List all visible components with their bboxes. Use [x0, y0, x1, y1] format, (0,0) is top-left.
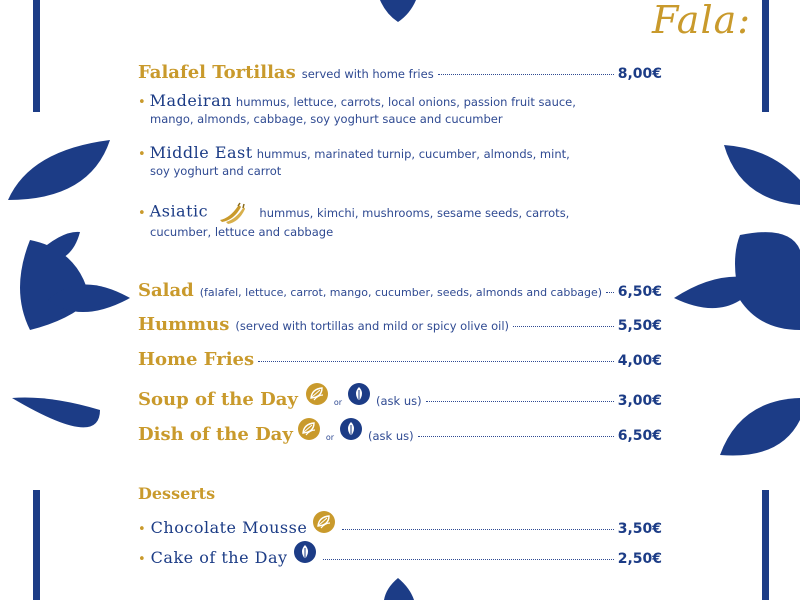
menu-row-falafel-tortillas — [138, 62, 662, 83]
bullet-icon: • — [138, 95, 146, 110]
desserts-heading: Desserts — [138, 484, 216, 503]
menu-row-soup-of-the-day — [138, 383, 662, 410]
item-name: Soup of the Day — [138, 389, 298, 410]
tortilla-option-asiatic — [138, 202, 628, 240]
option-description-line2: cucumber, lettuce and cabbage — [150, 225, 334, 239]
item-name: Hummus — [138, 314, 230, 335]
dot-leader — [513, 326, 614, 327]
vegan-badge-icon — [340, 418, 362, 440]
option-name: Asiatic — [149, 201, 209, 221]
item-price: 6,50€ — [617, 428, 662, 444]
dot-leader — [606, 292, 614, 293]
item-price: 6,50€ — [617, 284, 662, 300]
item-description: (falafel, lettuce, carrot, mango, cucumber, seeds, almonds and cabbage) — [199, 286, 603, 299]
vegetarian-badge-icon — [298, 418, 320, 440]
bullet-icon: • — [138, 522, 146, 537]
vegetarian-badge-icon — [306, 383, 328, 405]
option-description-line2: mango, almonds, cabbage, soy yoghurt sauce and cucumber — [150, 112, 503, 126]
dot-leader — [323, 559, 614, 560]
option-description-line1: hummus, kimchi, mushrooms, sesame seeds, carrots, — [259, 205, 570, 220]
item-price: 4,00€ — [617, 353, 662, 369]
bullet-icon: • — [138, 147, 146, 162]
brand-logo-text: Fala: — [652, 0, 752, 42]
ask-us-note: (ask us) — [376, 394, 422, 408]
item-name: Home Fries — [138, 349, 255, 370]
item-description: (served with tortillas and mild or spicy olive oil) — [235, 319, 510, 333]
dot-leader — [258, 361, 614, 362]
option-description-line1: hummus, lettuce, carrots, local onions, passion fruit sauce, — [235, 95, 576, 109]
dot-leader — [426, 401, 614, 402]
item-price: 3,00€ — [617, 393, 662, 409]
dessert-row-cake-of-the-day — [138, 541, 662, 567]
dessert-row-chocolate-mousse — [138, 511, 662, 537]
option-name: Middle East — [149, 143, 253, 162]
vegan-badge-icon — [294, 541, 316, 563]
item-description: served with home fries — [301, 67, 434, 81]
or-separator: or — [325, 433, 334, 442]
menu-row-hummus — [138, 314, 662, 335]
dessert-name: Chocolate Mousse — [150, 518, 308, 537]
vegan-badge-icon — [348, 383, 370, 405]
ask-us-note: (ask us) — [368, 429, 414, 443]
bullet-icon: • — [138, 552, 146, 567]
or-separator: or — [333, 398, 342, 407]
dessert-price: 3,50€ — [617, 521, 662, 537]
dessert-name: Cake of the Day — [150, 548, 288, 567]
dessert-price: 2,50€ — [617, 551, 662, 567]
item-name: Dish of the Day — [138, 424, 293, 445]
menu-row-dish-of-the-day — [138, 418, 662, 445]
option-name: Madeiran — [149, 91, 232, 110]
item-price: 8,00€ — [617, 66, 662, 82]
option-description-line1: hummus, marinated turnip, cucumber, almonds, mint, — [256, 147, 570, 161]
item-name: Salad — [138, 280, 194, 301]
chili-peppers-icon — [216, 202, 246, 224]
dot-leader — [342, 529, 613, 530]
tortilla-option-middle-east — [138, 145, 628, 179]
bullet-icon: • — [138, 205, 146, 221]
menu-row-salad — [138, 280, 662, 301]
item-name: Falafel Tortillas — [138, 62, 296, 83]
option-description-line2: soy yoghurt and carrot — [150, 164, 282, 178]
item-price: 5,50€ — [617, 318, 662, 334]
dot-leader — [438, 74, 614, 75]
tortilla-option-madeiran — [138, 93, 628, 127]
dot-leader — [418, 436, 614, 437]
menu-row-home-fries — [138, 349, 662, 370]
vegetarian-badge-icon — [313, 511, 335, 533]
